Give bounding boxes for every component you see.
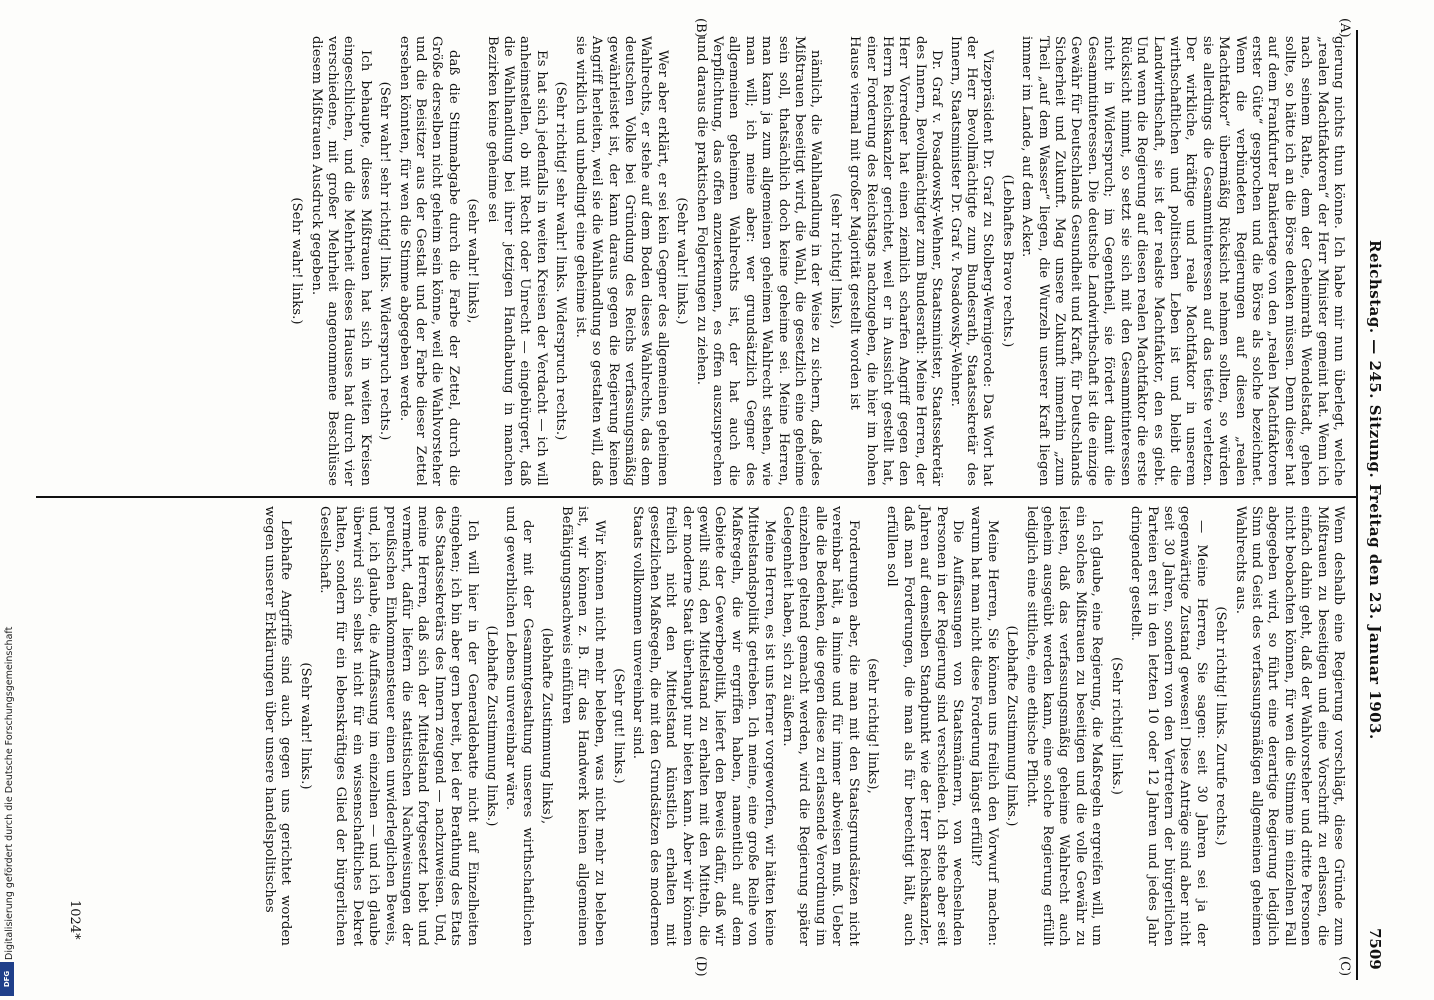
left-column-paragraph: (Lebhaftes Bravo rechts.)	[999, 174, 1015, 348]
right-column-paragraph: Forderungen aber, die man mit den Staatsgrundsätzen nicht vereinbar hält, a limine und für immer abweisen muß. Ueber alle die Bedenken, die gegen diese zu erlassende Verordnung im einzelnen geltend gemacht werden, wird die Regierung später Gelegenheit haben, sich zu äußern.	[780, 506, 861, 946]
right-column-paragraph: Meine Herren, Sie können uns freilich den Vorwurf machen: warum hat man nicht diese Forderung längst erfüllt?	[968, 506, 1000, 946]
right-column-paragraph: — Meine Herren, Sie sagen: seit 30 Jahren sei ja der gegenwärtige Zustand gewesen! Diese Anträge sind aber nicht seit 30 Jahren, sondern von den Vertretern der bürgerlichen Parteien erst in den letzten 10 oder 12 Jahren und jedes Jahr dringender gestellt.	[1128, 506, 1209, 946]
left-column-paragraph: Es hat sich jedenfalls in weiten Kreisen der Verdacht — ich will anheimstellen, ob mit Recht oder Unrecht — eingebürgert, daß die Wahlhandlung bei ihrer jetzigen Handhabung in manchen Bezirken keine geheime sei	[484, 36, 549, 486]
column-divider	[36, 496, 1356, 498]
page-number: 7509	[1366, 928, 1384, 970]
left-column-paragraph: (Sehr wahr! sehr richtig! links. Widerspruch rechts.)	[377, 81, 393, 441]
dfg-logo-text: DFG	[3, 970, 11, 988]
left-column-paragraph: (Sehr wahr! links.)	[674, 197, 690, 325]
right-column-paragraph: Wenn deshalb eine Regierung vorschlägt, diese Gründe zum Mißtrauen zu beseitigen und eine Vorschrift zu erlassen, die einfach dahin geht, daß der Wahlvorsteher und dritte Personen nicht beobachten können, für wen die Stimme im einzelnen Fall abgegeben wird, so führt eine derartige Regierung lediglich Sinn und Geist des verfassungsmäßigen allgemeinen geheimen Wahlrechts aus.	[1232, 506, 1346, 946]
left-column-paragraph: Wer aber erklärt, er sei kein Gegner des allgemeinen geheimen Wahlrechts, er stehe auf dem Boden dieses Wahlrechts, das dem deutschen Volke bei Gründung des Reichs verfassungsmäßig gewährleistet ist, der kann daraus gegen die Regierung keinen Angriff herleiten, weil sie die Wahlhandlung so gestalten will, daß sie wirklich und unbedingt eine geheime ist.	[572, 36, 670, 486]
digitization-credit: Digitalisierung gefördert durch die Deutsche Forschungsgemeinschaft	[4, 626, 15, 960]
header-rule	[1356, 30, 1358, 980]
marker-b: (B)	[693, 18, 708, 38]
left-column-paragraph: (Sehr richtig! sehr wahr! links. Widerspruch rechts.)	[553, 81, 569, 441]
right-column-paragraph: Ich glaube, eine Regierung, die Maßregeln ergreifen will, um ein solches Mißtrauen zu beseitigen und die volle Gewähr zu leisten, daß das verfassungsmäßig geheime Wahlrecht auch geheim ausgeübt werden kann, eine solche Regierung erfüllt lediglich eine sittliche, eine ethische Pflicht.	[1023, 506, 1105, 946]
right-column-paragraph: (Lebhafte Zustimmung links.)	[484, 625, 500, 827]
marker-d: (D)	[693, 956, 708, 977]
right-column-paragraph: (Lebhafte Zustimmung links.)	[1004, 625, 1020, 827]
right-column-paragraph: Meine Herren, es ist uns ferner vorgeworfen, wir hätten keine Mittelstandspolitik getrieben. Ich meine, eine große Reihe von Maßregeln, die wir ergriffen haben, namentlich auf dem Gebiete der Gewerbepolitik, liefert den Beweis dafür, daß wir gewillt sind, den Mittelstand zu erhalten mit den Mitteln, die der moderne Staat überhaupt nur bieten kann. Aber wir können freilich nicht den Mittelstand künstlich erhalten mit gesetzlichen Maßregeln, die mit den Grundsätzen des modernen Staats vollkommen unvereinbar sind.	[630, 506, 777, 946]
sheet-signature: 1024*	[67, 900, 82, 940]
right-column-paragraph: (Sehr richtig! links.)	[1108, 656, 1124, 796]
right-paragraphs	[260, 506, 1346, 946]
right-column-paragraph: (Sehr gut! links.)	[610, 668, 626, 784]
right-column-paragraph: Ich will hier in der Generaldebatte nicht auf Einzelheiten eingehen; ich bin aber gern bereit, bei der Berathung des Etats des Staatssekretärs des Innern zeugend — nachzuweisen. Und, meine Herren, daß sich der Mittelstand fortgesetzt hebt und vermehrt, dafür liefern die statistischen Nachweisungen der preußischen Einkommensteuer einen unwiderleglichen Beweis, und, ich glaube, die Auffassung im einzelnen — und ich glaube überwird sich selbst nicht für ein wissenschaftliches Dekret halten, sondern für ein lebenskräftiges Glied der bürgerlichen Gesellschaft.	[317, 506, 480, 946]
left-column-paragraph: (sehr wahr! links),	[465, 198, 481, 324]
left-column-paragraph: Ich behaupte, dieses Mißtrauen hat sich in weiten Kreisen eingeschlichen, und die Mehrheit dieses Hauses hat durch vier verschiedene, mit großer Mehrheit angenommene Beschlüsse diesem Mißtrauen Ausdruck gegeben.	[308, 36, 373, 486]
marker-c: (C)	[1337, 956, 1352, 977]
right-column-paragraph: Lebhafte Angriffe sind auch gegen uns gerichtet worden wegen unserer Erklärungen über unsere handelspolitisches	[261, 506, 294, 946]
left-column-paragraph: (Sehr wahr! links.)	[289, 197, 305, 325]
left-column-paragraph: Dr. Graf v. Posadowsky-Wehner, Staatsminister, Staatssekretär des Innern, Bevollmächtigter zum Bundesrath: Meine Herren, der Herr Vorredner hat einen ziemlich scharfen Angriff gegen den Herrn Reichskanzler gerichtet, weil er in Aussicht gestellt hat, einer Forderung des Reichstags nachzugeben, die hier im hohen Hause viermal mit großer Majorität gestellt worden ist	[847, 36, 945, 486]
right-column-paragraph: der mit der Gesammtgestaltung unseres wirthschaftlichen und gewerblichen Lebens unvereinbar wäre.	[503, 506, 535, 946]
page-header: Reichstag. — 245. Sitzung. Freitag den 23. Januar 1903.	[1366, 240, 1384, 740]
right-column-paragraph: Wir können nicht mehr beleben, was nicht mehr zu beleben ist, wir können z. B. für das Handwerk keinen allgemeinen Befähigungsnachweis einführen	[558, 506, 607, 946]
right-column-paragraph: (sehr richtig! links),	[865, 658, 881, 794]
right-column-paragraph: Die Auffassungen von Staatsmännern, von wechselnden Personen in der Regierung sind verschieden. Ich stehe aber seit Jahren auf demselben Standpunkt wie der Herr Reichskanzler, daß man Forderungen, die man als für berechtigt hält, auch erfüllen soll	[884, 506, 966, 946]
dfg-logo	[0, 962, 14, 996]
marker-a: (A)	[1337, 18, 1352, 38]
left-column-paragraph: Vizepräsident Dr. Graf zu Stolberg-Wernigerode: Das Wort hat der Herr Bevollmächtigte zum Bundesrath, Staatssekretär des Innern, Staatsminister Dr. Graf v. Posadowsky-Wehner.	[947, 36, 996, 486]
right-column-paragraph: (Sehr richtig! links. Zurufe rechts.)	[1213, 606, 1229, 846]
left-column-paragraph: daß die Stimmabgabe durch die Farbe der Zettel, durch die Größe derselben nicht geheim sein könne, weil die Wahlvorsteher und die Beisitzer aus der Gestalt und der Farbe dieser Zettel ersehen könnten, für wen die Stimme abgegeben werde.	[396, 36, 461, 486]
left-text-column	[36, 36, 1346, 486]
right-text-column	[36, 506, 1346, 946]
right-column-paragraph: (lebhafte Zustimmung links),	[539, 627, 555, 825]
right-column-paragraph: (Sehr wahr! links.)	[297, 662, 313, 790]
left-paragraphs	[288, 36, 1346, 486]
left-column-paragraph: gierung nichts thun könne. Ich habe mir nun überlegt, welche „realen Machtfaktoren“ der Herr Minister gemeint hat. Wenn ich nach seinem Rathe, dem der Geheimrath Wendelstadt, gehen sollte, so hätte ich an die Börse denken müssen. Denn dieser hat auf dem Frankfurter Bankiertage von den „realen Machtfaktoren erster Güte“ gesprochen und die Börse als solche bezeichnet. Wenn die verbündeten Regierungen auf diesen „realen Machtfaktor“ übermäßig Rücksicht nehmen sollten, so würden sie allerdings die Gesammtinteressen auf das tiefste verletzen. Der wirkliche, kräftige und reale Machtfaktor in unserem wirthschaftlichen und politischen Leben ist und bleibt die Landwirthschaft, sie ist der realste Machtfaktor, den es giebt. Und wenn die Regierung auf diesen realen Machtfaktor die erste Rücksicht nimmt, so setzt sie sich mit den Gesammtinteressen nicht in Widerspruch; im Gegentheil, sie fördert damit die Gesammtinteressen. Die deutsche Landwirthschaft ist die einzige Gewähr für Deutschlands Gesundheit und Kraft, für Deutschlands Sicherheit und Zukunft. Mag unsere Zukunft immerhin „zum Theil „auf dem Wasser“ liegen, die Wurzeln unserer Kraft liegen immer im Lande, auf dem Acker.	[1019, 36, 1346, 486]
left-column-paragraph: nämlich, die Wahlhandlung in der Weise zu sichern, daß jedes Mißtrauen beseitigt wird, die Wahl, die gesetzlich eine geheime sein soll, thatsächlich doch keine geheime sei. Meine Herren, man kann ja zum allgemeinen geheimen Wahlrecht stehen, wie man will; ich meine aber: wer grundsätzlich Gegner des allgemeinen geheimen Wahlrechts ist, der hat auch die Verpflichtung, das offen anzuerkennen, es offen auszusprechen und daraus die praktischen Folgerungen zu ziehen.	[693, 36, 824, 486]
left-column-paragraph: (sehr richtig! links),	[827, 193, 843, 329]
